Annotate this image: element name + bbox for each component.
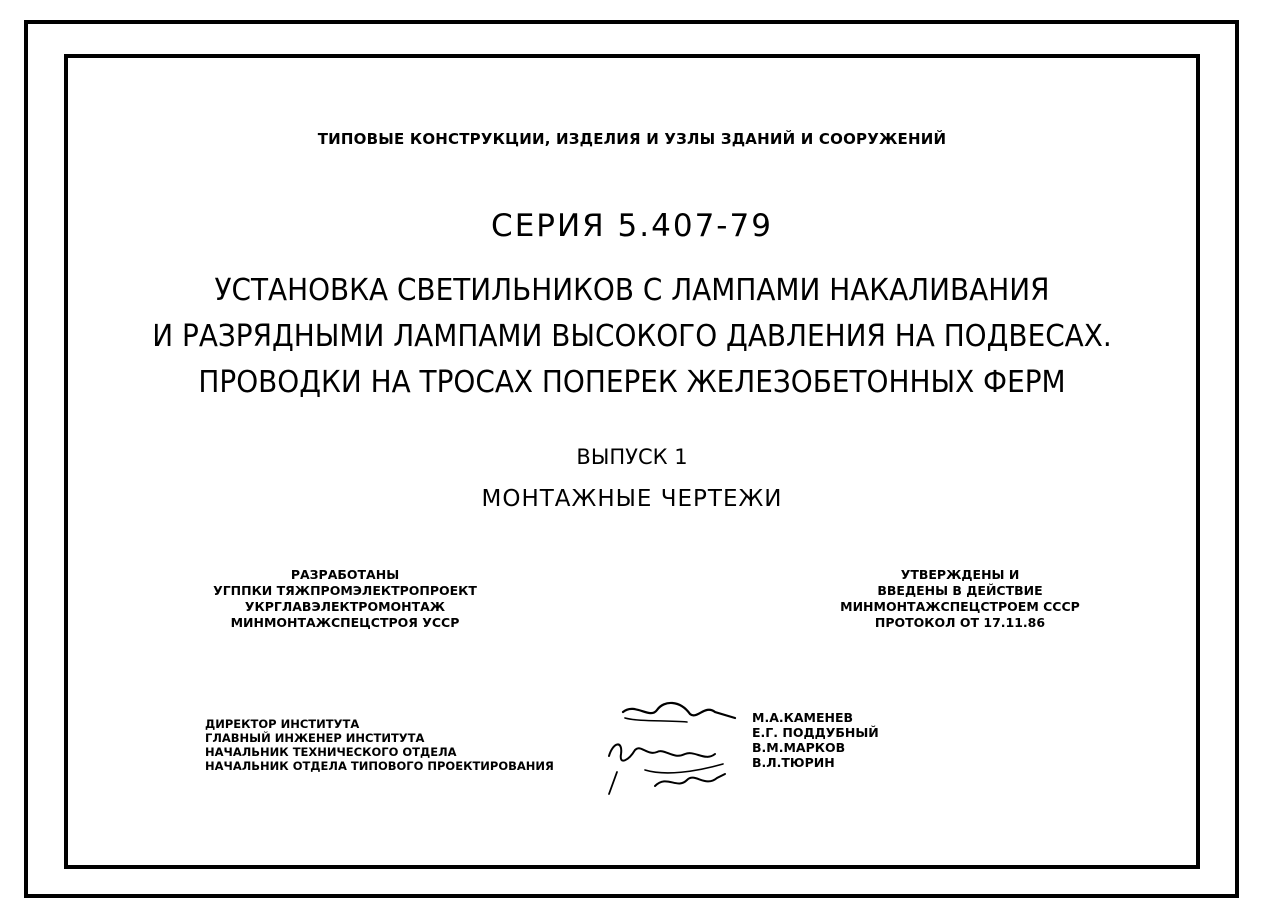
signatory-position: НАЧАЛЬНИК ТЕХНИЧЕСКОГО ОТДЕЛА (205, 745, 457, 759)
title-line: И РАЗРЯДНЫМИ ЛАМПАМИ ВЫСОКОГО ДАВЛЕНИЯ НА ПОДВЕСАХ. (152, 319, 1112, 354)
signatory-position: ГЛАВНЫЙ ИНЖЕНЕР ИНСТИТУТА (205, 731, 425, 745)
approved-by-block (800, 567, 1120, 631)
title-line: УСТАНОВКА СВЕТИЛЬНИКОВ С ЛАМПАМИ НАКАЛИВАНИЯ (214, 273, 1050, 308)
handwritten-signatures (595, 690, 760, 800)
issue-label: ВЫПУСК 1 (576, 445, 688, 469)
developed-by-block (155, 567, 535, 631)
approved-heading: УТВЕРЖДЕНЫ И (900, 567, 1020, 582)
signatory-position: ДИРЕКТОР ИНСТИТУТА (205, 717, 360, 731)
developed-line: УКРГЛАВЭЛЕКТРОМОНТАЖ (244, 599, 446, 614)
document-title (104, 268, 1160, 406)
signatory-name: Е.Г. ПОДДУБНЫЙ (752, 725, 879, 740)
signatory-position: НАЧАЛЬНИК ОТДЕЛА ТИПОВОГО ПРОЕКТИРОВАНИЯ (205, 759, 554, 773)
signatory-name: М.А.КАМЕНЕВ (752, 710, 854, 725)
issue-subtitle: МОНТАЖНЫЕ ЧЕРТЕЖИ (481, 486, 783, 512)
series-number: СЕРИЯ 5.407-79 (491, 208, 773, 244)
signatory-name: В.Л.ТЮРИН (752, 755, 835, 770)
developed-heading: РАЗРАБОТАНЫ (290, 567, 400, 582)
approved-line: ПРОТОКОЛ ОТ 17.11.86 (874, 615, 1046, 630)
signatory-name: В.М.МАРКОВ (752, 740, 846, 755)
developed-line: МИНМОНТАЖСПЕЦСТРОЯ УССР (230, 615, 460, 630)
signatory-positions (205, 717, 625, 773)
approved-line: ВВЕДЕНЫ В ДЕЙСТВИЕ (877, 583, 1043, 598)
title-line: ПРОВОДКИ НА ТРОСАХ ПОПЕРЕК ЖЕЛЕЗОБЕТОННЫХ ФЕРМ (198, 365, 1066, 400)
signatory-names (752, 710, 952, 770)
document-headline: ТИПОВЫЕ КОНСТРУКЦИИ, ИЗДЕЛИЯ И УЗЛЫ ЗДАНИЙ И СООРУЖЕНИЙ (317, 130, 947, 148)
approved-line: МИНМОНТАЖСПЕЦСТРОЕМ СССР (840, 599, 1080, 614)
developed-line: УГППКИ ТЯЖПРОМЭЛЕКТРОПРОЕКТ (213, 583, 477, 598)
